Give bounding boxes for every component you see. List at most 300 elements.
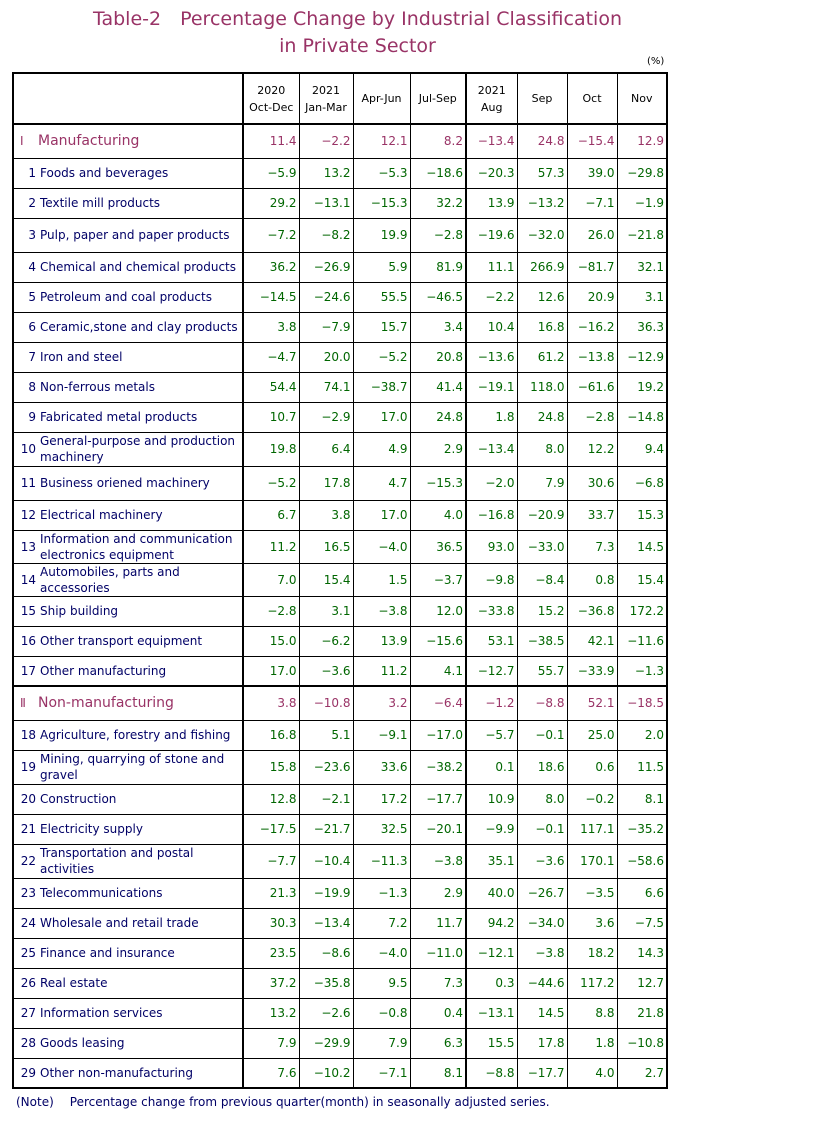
value-cell: −12.9 bbox=[617, 342, 667, 372]
value-cell: −7.1 bbox=[567, 188, 617, 218]
table-row bbox=[13, 1028, 667, 1058]
value-cell: −35.2 bbox=[617, 814, 667, 844]
row-name: Transportation and postal activities bbox=[40, 846, 194, 876]
table-row bbox=[13, 402, 667, 432]
row-label-cell bbox=[13, 784, 243, 814]
value-cell: 3.8 bbox=[299, 500, 353, 530]
value-cell: 15.2 bbox=[517, 596, 567, 626]
value-cell: 21.3 bbox=[243, 878, 299, 908]
value-cell: −2.8 bbox=[243, 596, 299, 626]
header-q2-period: Jan-Mar bbox=[305, 100, 347, 114]
value-cell: −10.8 bbox=[617, 1028, 667, 1058]
value-cell: 42.1 bbox=[567, 626, 617, 656]
value-cell: 172.2 bbox=[617, 596, 667, 626]
value-cell: 11.5 bbox=[617, 750, 667, 784]
value-cell: 1.5 bbox=[353, 563, 410, 596]
value-cell: −20.1 bbox=[410, 814, 466, 844]
row-number: 16 bbox=[20, 634, 36, 648]
row-name: Real estate bbox=[40, 976, 108, 990]
value-cell: 21.8 bbox=[617, 998, 667, 1028]
value-cell: 17.8 bbox=[517, 1028, 567, 1058]
value-cell: −23.6 bbox=[299, 750, 353, 784]
value-cell: −17.7 bbox=[410, 784, 466, 814]
value-cell: 24.8 bbox=[410, 402, 466, 432]
value-cell: 24.8 bbox=[517, 402, 567, 432]
value-cell: −26.7 bbox=[517, 878, 567, 908]
row-number: 19 bbox=[20, 760, 36, 774]
value-cell: −13.2 bbox=[517, 188, 567, 218]
row-number: 25 bbox=[20, 946, 36, 960]
value-cell: −3.8 bbox=[353, 596, 410, 626]
row-name: Chemical and chemical products bbox=[40, 260, 236, 274]
value-cell: 0.1 bbox=[466, 750, 517, 784]
value-cell: −8.6 bbox=[299, 938, 353, 968]
value-cell: −8.2 bbox=[299, 218, 353, 252]
row-number: 18 bbox=[20, 728, 36, 742]
value-cell: 9.4 bbox=[617, 432, 667, 466]
row-name: Business oriened machinery bbox=[40, 476, 210, 490]
value-cell: 10.9 bbox=[466, 784, 517, 814]
table-row bbox=[13, 596, 667, 626]
row-number: 28 bbox=[20, 1036, 36, 1050]
value-cell: −29.9 bbox=[299, 1028, 353, 1058]
value-cell: −4.0 bbox=[353, 938, 410, 968]
value-cell: 17.0 bbox=[353, 500, 410, 530]
value-cell: −21.7 bbox=[299, 814, 353, 844]
value-cell: −33.0 bbox=[517, 530, 567, 563]
header-q4 bbox=[410, 73, 466, 124]
value-cell: 94.2 bbox=[466, 908, 517, 938]
header-q2 bbox=[299, 73, 353, 124]
row-label-cell bbox=[13, 402, 243, 432]
value-cell: −7.2 bbox=[243, 218, 299, 252]
value-cell: 17.0 bbox=[353, 402, 410, 432]
value-cell: 11.1 bbox=[466, 252, 517, 282]
value-cell: 37.2 bbox=[243, 968, 299, 998]
row-name: Textile mill products bbox=[40, 196, 161, 210]
footnote bbox=[16, 1095, 550, 1109]
row-name: Ceramic,stone and clay products bbox=[40, 320, 238, 334]
value-cell: 1.8 bbox=[466, 402, 517, 432]
table-row bbox=[13, 720, 667, 750]
row-label-cell bbox=[13, 938, 243, 968]
value-cell: −13.4 bbox=[466, 124, 517, 158]
row-label-cell bbox=[13, 844, 243, 878]
value-cell: −2.1 bbox=[299, 784, 353, 814]
value-cell: −38.2 bbox=[410, 750, 466, 784]
value-cell: −38.5 bbox=[517, 626, 567, 656]
row-name: Information and communication electronics equipment bbox=[40, 531, 233, 562]
value-cell: −33.8 bbox=[466, 596, 517, 626]
value-cell: −9.8 bbox=[466, 563, 517, 596]
row-number: 13 bbox=[20, 539, 36, 554]
value-cell: 25.0 bbox=[567, 720, 617, 750]
value-cell: 30.3 bbox=[243, 908, 299, 938]
row-name: Finance and insurance bbox=[40, 946, 175, 960]
value-cell: 20.8 bbox=[410, 342, 466, 372]
value-cell: −26.9 bbox=[299, 252, 353, 282]
header-row bbox=[13, 73, 667, 124]
value-cell: −14.5 bbox=[243, 282, 299, 312]
footnote-label: (Note) bbox=[16, 1095, 54, 1109]
row-name: Non-manufacturing bbox=[38, 695, 174, 712]
value-cell: 6.7 bbox=[243, 500, 299, 530]
unit-label: (%) bbox=[647, 56, 665, 67]
table-row bbox=[13, 563, 667, 596]
header-m2 bbox=[517, 73, 567, 124]
row-number: 9 bbox=[28, 410, 36, 424]
value-cell: −8.8 bbox=[466, 1058, 517, 1088]
value-cell: −0.1 bbox=[517, 720, 567, 750]
value-cell: 14.3 bbox=[617, 938, 667, 968]
row-number: Ⅱ bbox=[20, 696, 26, 711]
header-q4-period: Jul-Sep bbox=[418, 92, 457, 105]
value-cell: 14.5 bbox=[617, 530, 667, 563]
header-m3-period: Oct bbox=[582, 92, 602, 105]
value-cell: 17.2 bbox=[353, 784, 410, 814]
value-cell: −11.3 bbox=[353, 844, 410, 878]
value-cell: 8.1 bbox=[617, 784, 667, 814]
row-number: 5 bbox=[28, 290, 36, 304]
table-row bbox=[13, 878, 667, 908]
value-cell: 8.0 bbox=[517, 784, 567, 814]
value-cell: 7.2 bbox=[353, 908, 410, 938]
row-label-cell bbox=[13, 158, 243, 188]
value-cell: −2.6 bbox=[299, 998, 353, 1028]
row-label-cell bbox=[13, 563, 243, 596]
value-cell: −19.1 bbox=[466, 372, 517, 402]
value-cell: 93.0 bbox=[466, 530, 517, 563]
value-cell: −81.7 bbox=[567, 252, 617, 282]
value-cell: 16.5 bbox=[299, 530, 353, 563]
row-name: Wholesale and retail trade bbox=[40, 916, 199, 930]
value-cell: 12.9 bbox=[617, 124, 667, 158]
value-cell: −6.2 bbox=[299, 626, 353, 656]
row-number: 24 bbox=[20, 916, 36, 930]
row-label-cell bbox=[13, 124, 243, 158]
value-cell: −4.0 bbox=[353, 530, 410, 563]
value-cell: 6.3 bbox=[410, 1028, 466, 1058]
row-number: 2 bbox=[28, 196, 36, 210]
value-cell: 2.9 bbox=[410, 878, 466, 908]
table-row bbox=[13, 814, 667, 844]
table-row bbox=[13, 500, 667, 530]
value-cell: −5.7 bbox=[466, 720, 517, 750]
value-cell: 74.1 bbox=[299, 372, 353, 402]
value-cell: −36.8 bbox=[567, 596, 617, 626]
value-cell: 41.4 bbox=[410, 372, 466, 402]
value-cell: 10.4 bbox=[466, 312, 517, 342]
value-cell: −0.8 bbox=[353, 998, 410, 1028]
header-m4 bbox=[617, 73, 667, 124]
value-cell: 16.8 bbox=[517, 312, 567, 342]
value-cell: −21.8 bbox=[617, 218, 667, 252]
value-cell: 39.0 bbox=[567, 158, 617, 188]
value-cell: 7.9 bbox=[243, 1028, 299, 1058]
value-cell: 54.4 bbox=[243, 372, 299, 402]
row-label-cell bbox=[13, 530, 243, 563]
value-cell: 117.2 bbox=[567, 968, 617, 998]
value-cell: 17.8 bbox=[299, 466, 353, 500]
value-cell: −16.8 bbox=[466, 500, 517, 530]
row-name: Foods and beverages bbox=[40, 166, 169, 180]
value-cell: −38.7 bbox=[353, 372, 410, 402]
value-cell: −7.1 bbox=[353, 1058, 410, 1088]
value-cell: 117.1 bbox=[567, 814, 617, 844]
value-cell: −15.3 bbox=[410, 466, 466, 500]
row-number: 4 bbox=[28, 260, 36, 274]
value-cell: −2.0 bbox=[466, 466, 517, 500]
row-label-cell bbox=[13, 432, 243, 466]
row-label-cell bbox=[13, 750, 243, 784]
value-cell: −17.5 bbox=[243, 814, 299, 844]
row-label-cell bbox=[13, 814, 243, 844]
header-m3 bbox=[567, 73, 617, 124]
row-label-cell bbox=[13, 282, 243, 312]
value-cell: 17.0 bbox=[243, 656, 299, 686]
value-cell: −20.3 bbox=[466, 158, 517, 188]
row-number: 20 bbox=[20, 792, 36, 806]
row-name: Other transport equipment bbox=[40, 634, 203, 648]
value-cell: 8.1 bbox=[410, 1058, 466, 1088]
value-cell: 4.1 bbox=[410, 656, 466, 686]
value-cell: −2.9 bbox=[299, 402, 353, 432]
header-m1 bbox=[466, 73, 517, 124]
row-number: 12 bbox=[20, 508, 36, 522]
value-cell: −19.9 bbox=[299, 878, 353, 908]
table-row bbox=[13, 908, 667, 938]
value-cell: 4.7 bbox=[353, 466, 410, 500]
value-cell: 33.6 bbox=[353, 750, 410, 784]
value-cell: −44.6 bbox=[517, 968, 567, 998]
row-label-cell bbox=[13, 1058, 243, 1088]
value-cell: −9.9 bbox=[466, 814, 517, 844]
row-label-cell bbox=[13, 656, 243, 686]
value-cell: 15.4 bbox=[299, 563, 353, 596]
value-cell: −3.6 bbox=[517, 844, 567, 878]
row-label-cell bbox=[13, 218, 243, 252]
value-cell: −1.3 bbox=[617, 656, 667, 686]
value-cell: −29.8 bbox=[617, 158, 667, 188]
table-row bbox=[13, 342, 667, 372]
row-name: Manufacturing bbox=[38, 133, 140, 150]
table-row bbox=[13, 1058, 667, 1088]
table-row bbox=[13, 750, 667, 784]
value-cell: 7.3 bbox=[567, 530, 617, 563]
value-cell: −8.4 bbox=[517, 563, 567, 596]
table-row bbox=[13, 158, 667, 188]
value-cell: 15.7 bbox=[353, 312, 410, 342]
value-cell: 7.9 bbox=[353, 1028, 410, 1058]
header-q3-period: Apr-Jun bbox=[361, 92, 402, 105]
table-row bbox=[13, 218, 667, 252]
value-cell: −18.6 bbox=[410, 158, 466, 188]
row-number: 21 bbox=[20, 822, 36, 836]
row-label-cell bbox=[13, 252, 243, 282]
value-cell: 13.2 bbox=[243, 998, 299, 1028]
row-name: Mining, quarrying of stone and gravel bbox=[40, 752, 225, 782]
value-cell: −7.7 bbox=[243, 844, 299, 878]
value-cell: 12.2 bbox=[567, 432, 617, 466]
value-cell: 0.8 bbox=[567, 563, 617, 596]
value-cell: −9.1 bbox=[353, 720, 410, 750]
row-name: Electricity supply bbox=[40, 822, 143, 836]
value-cell: 2.9 bbox=[410, 432, 466, 466]
value-cell: −15.4 bbox=[567, 124, 617, 158]
value-cell: −1.3 bbox=[353, 878, 410, 908]
row-label-cell bbox=[13, 908, 243, 938]
row-name: Information services bbox=[40, 1006, 163, 1020]
value-cell: 1.8 bbox=[567, 1028, 617, 1058]
value-cell: 53.1 bbox=[466, 626, 517, 656]
value-cell: −10.8 bbox=[299, 686, 353, 720]
row-number: 23 bbox=[20, 886, 36, 900]
row-name: Agriculture, forestry and fishing bbox=[40, 728, 231, 742]
row-number: 27 bbox=[20, 1006, 36, 1020]
value-cell: 11.2 bbox=[353, 656, 410, 686]
row-number: 15 bbox=[20, 604, 36, 618]
value-cell: 15.0 bbox=[243, 626, 299, 656]
value-cell: −15.6 bbox=[410, 626, 466, 656]
row-label-cell bbox=[13, 686, 243, 720]
value-cell: 35.1 bbox=[466, 844, 517, 878]
value-cell: 3.8 bbox=[243, 686, 299, 720]
value-cell: −20.9 bbox=[517, 500, 567, 530]
table-row bbox=[13, 998, 667, 1028]
row-name: Non-ferrous metals bbox=[40, 380, 155, 394]
table-row bbox=[13, 626, 667, 656]
header-blank bbox=[13, 73, 243, 124]
value-cell: 12.8 bbox=[243, 784, 299, 814]
value-cell: 12.0 bbox=[410, 596, 466, 626]
value-cell: −2.2 bbox=[466, 282, 517, 312]
value-cell: 26.0 bbox=[567, 218, 617, 252]
value-cell: 32.5 bbox=[353, 814, 410, 844]
value-cell: −10.2 bbox=[299, 1058, 353, 1088]
row-number: 29 bbox=[20, 1065, 36, 1080]
value-cell: 10.7 bbox=[243, 402, 299, 432]
value-cell: 0.3 bbox=[466, 968, 517, 998]
table-row bbox=[13, 312, 667, 342]
row-label-cell bbox=[13, 626, 243, 656]
value-cell: 7.0 bbox=[243, 563, 299, 596]
value-cell: −5.9 bbox=[243, 158, 299, 188]
value-cell: −8.8 bbox=[517, 686, 567, 720]
value-cell: −46.5 bbox=[410, 282, 466, 312]
row-number: 10 bbox=[20, 442, 36, 456]
section-row bbox=[13, 124, 667, 158]
value-cell: 14.5 bbox=[517, 998, 567, 1028]
value-cell: 2.0 bbox=[617, 720, 667, 750]
value-cell: 6.6 bbox=[617, 878, 667, 908]
row-name: Petroleum and coal products bbox=[40, 290, 212, 304]
value-cell: 3.2 bbox=[353, 686, 410, 720]
value-cell: −13.4 bbox=[299, 908, 353, 938]
value-cell: 7.6 bbox=[243, 1058, 299, 1088]
value-cell: 57.3 bbox=[517, 158, 567, 188]
value-cell: −18.5 bbox=[617, 686, 667, 720]
value-cell: −12.1 bbox=[466, 938, 517, 968]
value-cell: 13.9 bbox=[353, 626, 410, 656]
row-name: Pulp, paper and paper products bbox=[40, 228, 230, 242]
table-row bbox=[13, 282, 667, 312]
value-cell: 5.1 bbox=[299, 720, 353, 750]
header-m1-year: 2021 bbox=[477, 83, 506, 97]
row-label-cell bbox=[13, 466, 243, 500]
row-number: 8 bbox=[28, 380, 36, 394]
value-cell: −17.7 bbox=[517, 1058, 567, 1088]
value-cell: 19.9 bbox=[353, 218, 410, 252]
value-cell: 23.5 bbox=[243, 938, 299, 968]
value-cell: 3.6 bbox=[567, 908, 617, 938]
value-cell: 36.2 bbox=[243, 252, 299, 282]
value-cell: 19.2 bbox=[617, 372, 667, 402]
value-cell: 19.8 bbox=[243, 432, 299, 466]
row-label-cell bbox=[13, 878, 243, 908]
value-cell: 2.7 bbox=[617, 1058, 667, 1088]
value-cell: −61.6 bbox=[567, 372, 617, 402]
value-cell: −1.9 bbox=[617, 188, 667, 218]
value-cell: −6.8 bbox=[617, 466, 667, 500]
value-cell: 9.5 bbox=[353, 968, 410, 998]
value-cell: 15.8 bbox=[243, 750, 299, 784]
footnote-text: Percentage change from previous quarter(month) in seasonally adjusted series. bbox=[69, 1095, 550, 1109]
row-number: Ⅰ bbox=[20, 134, 24, 149]
value-cell: 40.0 bbox=[466, 878, 517, 908]
value-cell: 7.3 bbox=[410, 968, 466, 998]
value-cell: −7.5 bbox=[617, 908, 667, 938]
table-row bbox=[13, 938, 667, 968]
row-label-cell bbox=[13, 998, 243, 1028]
value-cell: 52.1 bbox=[567, 686, 617, 720]
value-cell: 36.3 bbox=[617, 312, 667, 342]
table-row bbox=[13, 844, 667, 878]
value-cell: 81.9 bbox=[410, 252, 466, 282]
value-cell: −3.8 bbox=[517, 938, 567, 968]
value-cell: −14.8 bbox=[617, 402, 667, 432]
header-m2-period: Sep bbox=[531, 92, 553, 105]
row-number: 1 bbox=[28, 166, 36, 180]
value-cell: 0.6 bbox=[567, 750, 617, 784]
value-cell: 15.3 bbox=[617, 500, 667, 530]
row-number: 22 bbox=[20, 854, 36, 868]
value-cell: 32.1 bbox=[617, 252, 667, 282]
row-name: Other manufacturing bbox=[40, 663, 167, 678]
value-cell: −34.0 bbox=[517, 908, 567, 938]
value-cell: −0.2 bbox=[567, 784, 617, 814]
row-name: Automobiles, parts and accessories bbox=[40, 564, 180, 595]
table-row bbox=[13, 530, 667, 563]
value-cell: 170.1 bbox=[567, 844, 617, 878]
value-cell: 33.7 bbox=[567, 500, 617, 530]
value-cell: 20.0 bbox=[299, 342, 353, 372]
value-cell: 15.5 bbox=[466, 1028, 517, 1058]
value-cell: −58.6 bbox=[617, 844, 667, 878]
value-cell: −1.2 bbox=[466, 686, 517, 720]
value-cell: 15.4 bbox=[617, 563, 667, 596]
row-name: General-purpose and production machinery bbox=[40, 434, 236, 464]
value-cell: 0.4 bbox=[410, 998, 466, 1028]
value-cell: 32.2 bbox=[410, 188, 466, 218]
header-q1-year: 2020 bbox=[257, 83, 286, 97]
value-cell: 5.9 bbox=[353, 252, 410, 282]
table-title-line1: Table-2 Percentage Change by Industrial Classification bbox=[93, 8, 622, 30]
value-cell: −17.0 bbox=[410, 720, 466, 750]
value-cell: −10.4 bbox=[299, 844, 353, 878]
data-table bbox=[12, 72, 668, 1089]
value-cell: −2.2 bbox=[299, 124, 353, 158]
value-cell: 24.8 bbox=[517, 124, 567, 158]
